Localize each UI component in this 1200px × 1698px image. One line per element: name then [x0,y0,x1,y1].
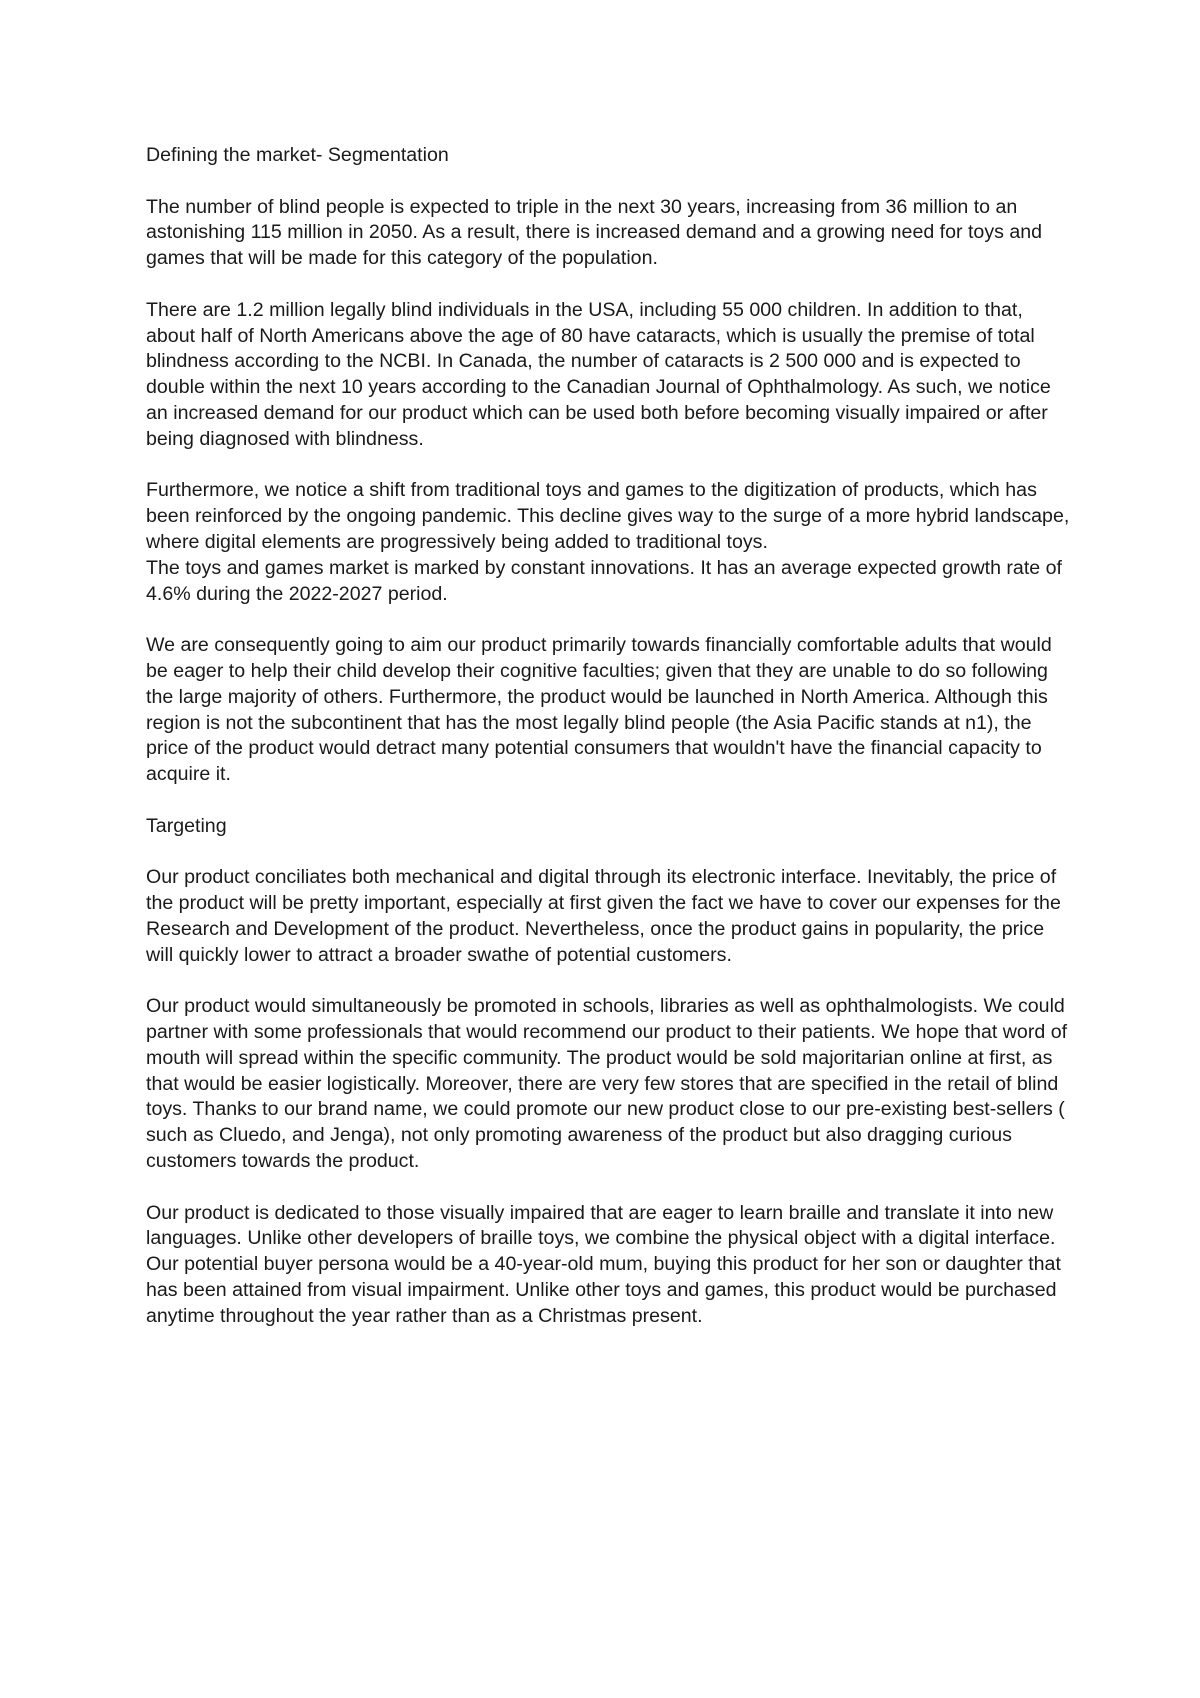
document-body [146,143,1076,1355]
paragraph-buyer-persona: Our product is dedicated to those visually impaired that are eager to learn braille and translate it into new languages. Unlike other developers of braille toys, we combine the physical object with a digital interface. Our potential buyer persona would be a 40-year-old mum, buying this product for her son or daughter that has been attained from visual impairment. Unlike other toys and games, this product would be purchased anytime throughout the year rather than as a Christmas present. [146,1201,1061,1327]
paragraph-market-growth-rate: The toys and games market is marked by constant innovations. It has an average expected growth rate of 4.6% during the 2022-2027 period. [146,556,1062,605]
paragraph-blind-population-growth: The number of blind people is expected to triple in the next 30 years, increasing from 36 million to an astonishing 115 million in 2050. As a result, there is increased demand and a growing need for toys and games that will be made for this category of the population. [146,195,1043,270]
paragraph-north-america-statistics: There are 1.2 million legally blind individuals in the USA, including 55 000 children. In addition to that, about half of North Americans above the age of 80 have cataracts, which is usually the premise of total blindness according to the NCBI. In Canada, the number of cataracts is 2 500 000 and is expected to double within the next 10 years according to the Canadian Journal of Ophthalmology. As such, we notice an increased demand for our product which can be used both before becoming visually impaired or after being diagnosed with blindness. [146,298,1051,450]
paragraph-digitization-shift: Furthermore, we notice a shift from traditional toys and games to the digitization of products, which has been reinforced by the ongoing pandemic. This decline gives way to the surge of a more hybrid landscape, where digital elements are progressively being added to traditional toys. [146,479,1070,553]
section-heading-targeting: Targeting [146,814,227,837]
paragraph-pricing: Our product conciliates both mechanical and digital through its electronic interface. Inevitably, the price of the product will be pretty important, especially at first given the fact we have to cover our expenses for the Research and Development of the product. Nevertheless, once the product gains in popularity, the price will quickly lower to attract a broader swathe of potential customers. [146,866,1061,966]
paragraph-target-audience: We are consequently going to aim our product primarily towards financially comfortable adults that would be eager to help their child develop their cognitive faculties; given that they are unable to do so following the large majority of others. Furthermore, the product would be launched in North America. Although this region is not the subcontinent that has the most legally blind people (the Asia Pacific stands at n1), the price of the product would detract many potential consumers that wouldn't have the financial capacity to acquire it. [146,634,1052,786]
paragraph-promotion: Our product would simultaneously be promoted in schools, libraries as well as ophthalmologists. We could partner with some professionals that would recommend our product to their patients. We hope that word of mouth will spread within the specific community. The product would be sold majoritarian online at first, as that would be easier logistically. Moreover, there are very few stores that are specified in the retail of blind toys. Thanks to our brand name, we could promote our new product close to our pre-existing best-sellers ( such as Cluedo, and Jenga), not only promoting awareness of the product but also dragging curious customers towards the product. [146,995,1068,1173]
section-heading-segmentation: Defining the market- Segmentation [146,144,449,166]
